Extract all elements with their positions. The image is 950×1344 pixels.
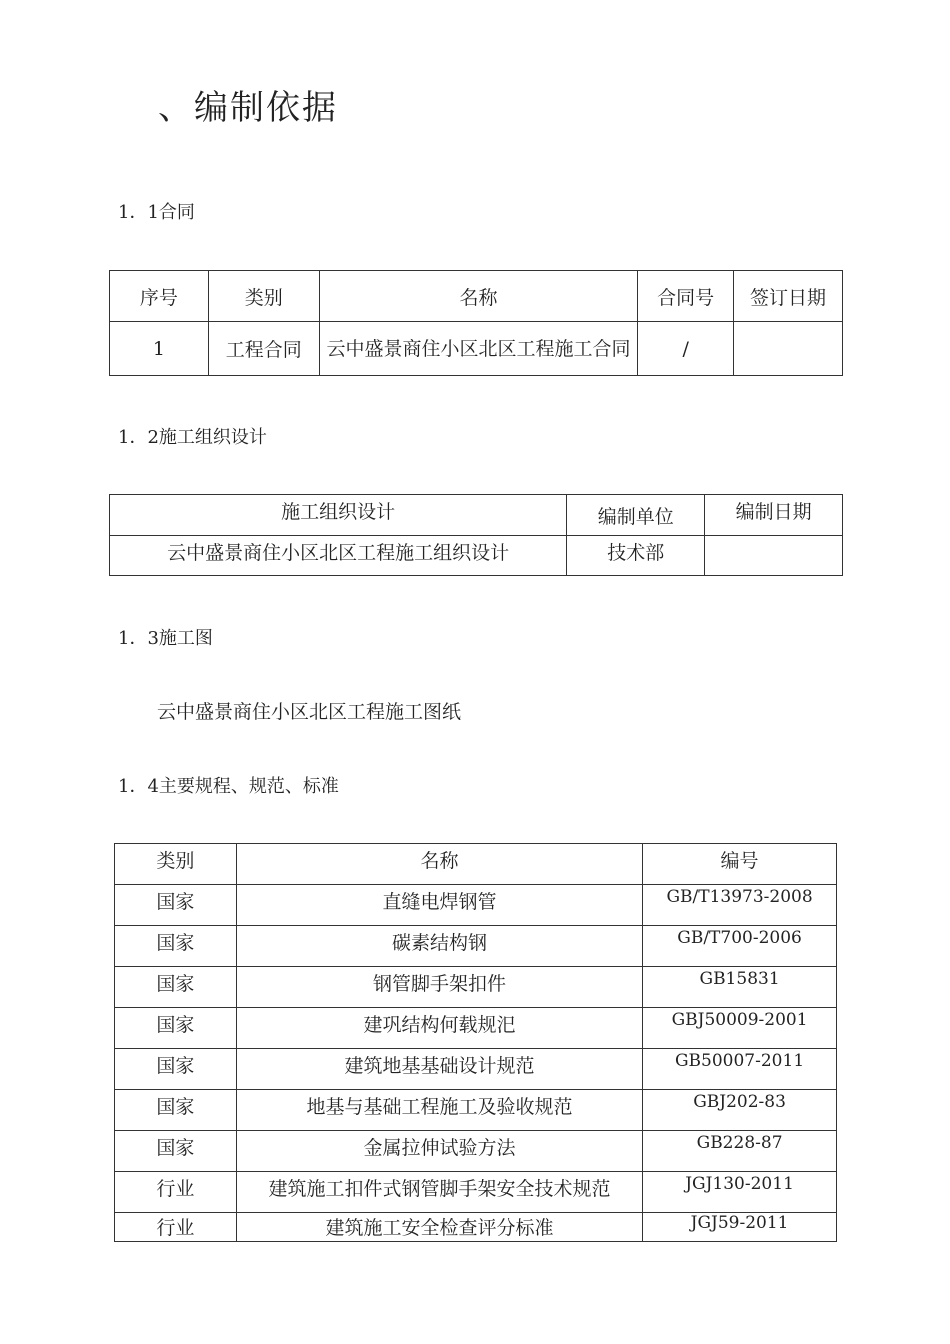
code-cell: GBJ202-83 (643, 1090, 837, 1131)
header-cell: 序号 (110, 271, 209, 322)
table-row (115, 1008, 837, 1049)
cell: 1 (110, 322, 209, 376)
name-cell: 建筑施工安全检查评分标准 (236, 1213, 642, 1242)
code-cell: GB/T13973-2008 (643, 885, 837, 926)
header-cell: 名称 (319, 271, 637, 322)
code-cell: GB15831 (643, 967, 837, 1008)
table-row (115, 1213, 837, 1242)
cell (705, 536, 843, 576)
category-cell: 国家 (115, 885, 237, 926)
name-cell: 直缝电焊钢管 (236, 885, 642, 926)
cell: / (638, 322, 734, 376)
name-cell: 碳素结构钢 (236, 926, 642, 967)
table-row (115, 967, 837, 1008)
design-table (109, 494, 843, 576)
header-cell: 签订日期 (734, 271, 843, 322)
cell: 云中盛景商住小区北区工程施工组织设计 (110, 536, 567, 576)
section-standards-title: 1．4主要规程、规范、标准 (118, 776, 339, 797)
name-cell: 建筑施工扣件式钢管脚手架安全技术规范 (236, 1172, 642, 1213)
code-cell: JGJ130-2011 (643, 1172, 837, 1213)
name-cell: 建巩结构何载规汜 (236, 1008, 642, 1049)
category-cell: 国家 (115, 1049, 237, 1090)
header-cell: 编制日期 (705, 495, 843, 536)
code-cell: GB50007-2011 (643, 1049, 837, 1090)
cell: 云中盛景商住小区北区工程施工合同 (319, 322, 637, 376)
table-row (115, 1131, 837, 1172)
header-cell: 施工组织设计 (110, 495, 567, 536)
header-cell: 合同号 (638, 271, 734, 322)
category-cell: 国家 (115, 1131, 237, 1172)
table-row (115, 1172, 837, 1213)
table-header-row (110, 271, 843, 322)
header-cell: 编号 (643, 844, 837, 885)
header-cell: 类别 (115, 844, 237, 885)
table-row (115, 1090, 837, 1131)
standards-body (115, 885, 837, 1242)
code-cell: GBJ50009-2001 (643, 1008, 837, 1049)
header-cell: 编制单位 (567, 495, 705, 536)
category-cell: 国家 (115, 967, 237, 1008)
table-row (115, 885, 837, 926)
cell: 技术部 (567, 536, 705, 576)
table-row (110, 322, 843, 376)
table-header-row (110, 495, 843, 536)
name-cell: 建筑地基基础设计规范 (236, 1049, 642, 1090)
code-cell: GB/T700-2006 (643, 926, 837, 967)
name-cell: 地基与基础工程施工及验收规范 (236, 1090, 642, 1131)
page-title: 、编制依据 (158, 88, 338, 128)
table-row (115, 1049, 837, 1090)
cell (734, 322, 843, 376)
name-cell: 金属拉伸试验方法 (236, 1131, 642, 1172)
code-cell: JGJ59-2011 (643, 1213, 837, 1242)
category-cell: 国家 (115, 1008, 237, 1049)
cell: 工程合同 (208, 322, 319, 376)
drawings-text: 云中盛景商住小区北区工程施工图纸 (157, 701, 462, 723)
table-row (115, 926, 837, 967)
table-row (110, 536, 843, 576)
standards-table (114, 843, 837, 1242)
category-cell: 行业 (115, 1213, 237, 1242)
category-cell: 国家 (115, 1090, 237, 1131)
table-header-row (115, 844, 837, 885)
section-design-title: 1．2施工组织设计 (118, 427, 267, 448)
section-drawings-title: 1．3施工图 (118, 628, 213, 649)
header-cell: 名称 (236, 844, 642, 885)
section-contract-title: 1．1合同 (118, 202, 195, 223)
header-cell: 类别 (208, 271, 319, 322)
name-cell: 钢管脚手架扣件 (236, 967, 642, 1008)
code-cell: GB228-87 (643, 1131, 837, 1172)
category-cell: 行业 (115, 1172, 237, 1213)
category-cell: 国家 (115, 926, 237, 967)
contract-table (109, 270, 843, 376)
